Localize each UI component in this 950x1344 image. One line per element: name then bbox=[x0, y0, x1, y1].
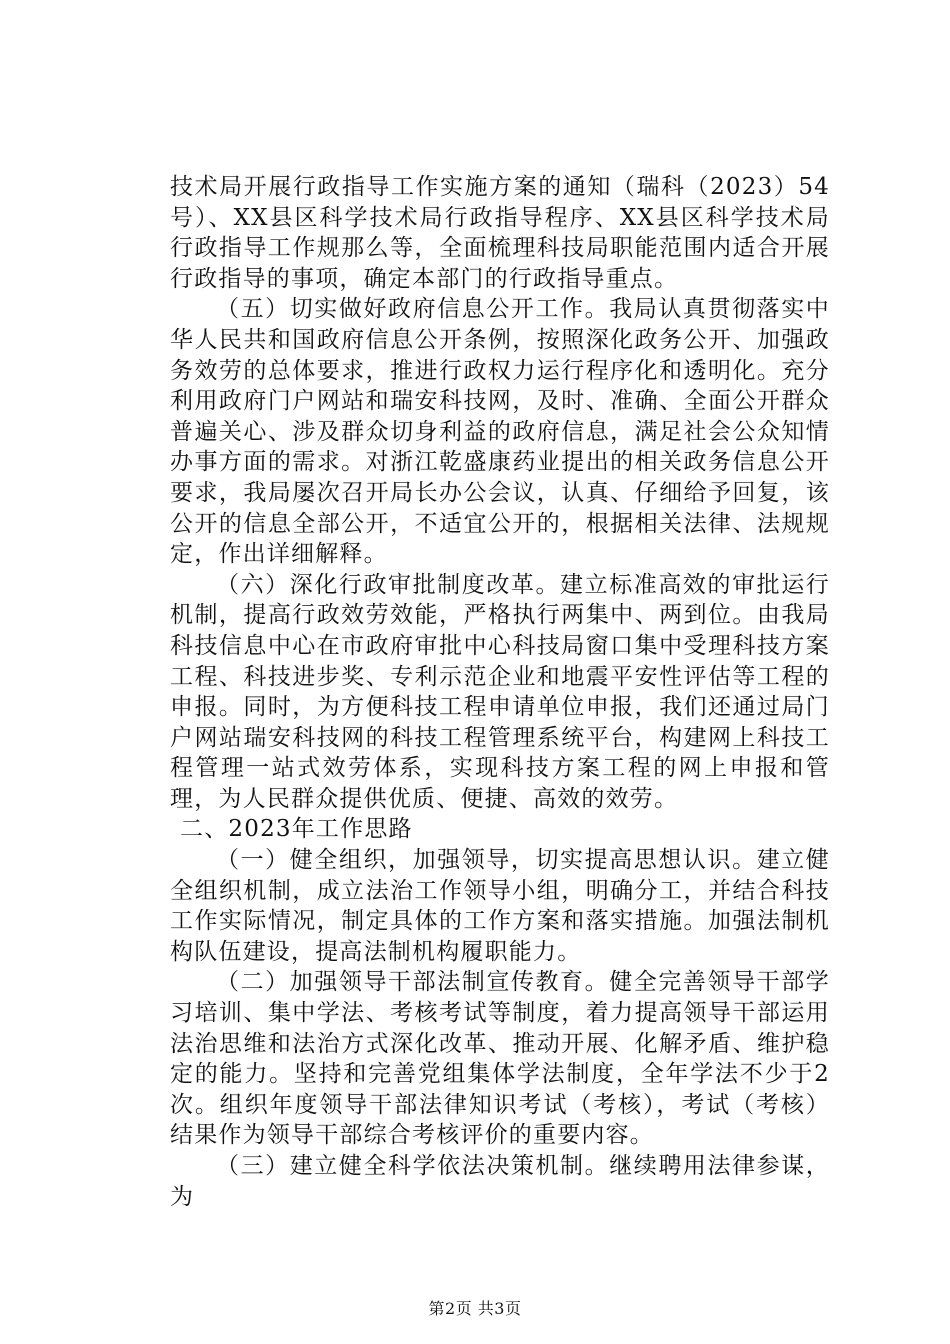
document-body bbox=[170, 172, 830, 1212]
section-heading-2023-plan: 二、2023年工作思路 bbox=[180, 816, 413, 843]
paragraph-plan-3: （三）建立健全科学依法决策机制。继续聘用法律参谋，为 bbox=[170, 1153, 830, 1210]
page-footer: 第2页 共3页 bbox=[428, 1299, 522, 1318]
paragraph-section-5: （五）切实做好政府信息公开工作。我局认真贯彻落实中华人民共和国政府信息公开条例，按照深化政务公开、加强政务效劳的总体要求，推进行政权力运行程序化和透明化。充分利用政府门户网站和瑞安科技网，及时、准确、全面公开群众普遍关心、涉及群众切身利益的政府信息，满足社会公众知情办事方面的需求。对浙江乾盛康药业提出的相关政务信息公开要求，我局屡次召开局长办公会议，认真、仔细给予回复，该公开的信息全部公开，不适宜公开的，根据相关法律、法规规定，作出详细解释。 bbox=[170, 296, 830, 568]
paragraph-plan-2: （二）加强领导干部法制宣传教育。健全完善领导干部学习培训、集中学法、考核考试等制度，着力提高领导干部运用法治思维和法治方式深化改革、推动开展、化解矛盾、维护稳定的能力。坚持和完善党组集体学法制度，全年学法不少于2次。组织年度领导干部法律知识考试（考核），考试（考核）结果作为领导干部综合考核评价的重要内容。 bbox=[170, 969, 830, 1149]
paragraph-plan-1: （一）健全组织，加强领导，切实提高思想认识。建立健全组织机制，成立法治工作领导小组，明确分工，并结合科技工作实际情况，制定具体的工作方案和落实措施。加强法制机构队伍建设，提高法制机构履职能力。 bbox=[170, 847, 830, 965]
paragraph-section-6: （六）深化行政审批制度改革。建立标准高效的审批运行机制，提高行政效劳效能，严格执行两集中、两到位。由我局科技信息中心在市政府审批中心科技局窗口集中受理科技方案工程、科技进步奖、专利示范企业和地震平安性评估等工程的申报。同时，为方便科技工程申请单位申报，我们还通过局门户网站瑞安科技网的科技工程管理系统平台，构建网上科技工程管理一站式效劳体系，实现科技方案工程的网上申报和管理，为人民群众提供优质、便捷、高效的效劳。 bbox=[170, 571, 830, 812]
paragraph-continuation: 技术局开展行政指导工作实施方案的通知（瑞科（2023）54号）、XX县区科学技术局行政指导程序、XX县区科学技术局行政指导工作规那么等，全面梳理科技局职能范围内适合开展行政指导的事项，确定本部门的行政指导重点。 bbox=[170, 174, 830, 292]
